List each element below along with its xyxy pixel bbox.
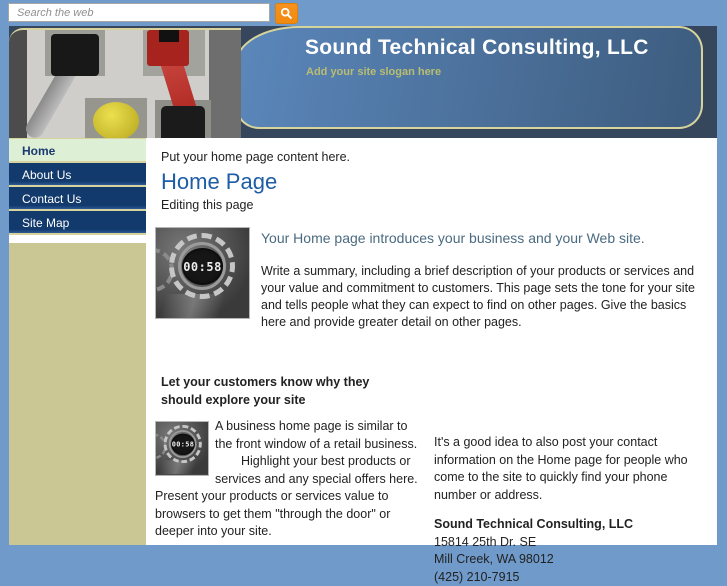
- intro-section: [155, 227, 717, 331]
- digital-clock-display: 00:58: [171, 434, 195, 455]
- contact-block: [434, 516, 710, 586]
- contact-phone: (425) 210-7915: [434, 569, 710, 586]
- page-wrapper: [9, 26, 717, 545]
- black-connector-shape: [161, 106, 205, 138]
- gear-clock-photo-small: [155, 421, 209, 476]
- sidebar-background: [9, 243, 146, 545]
- right-column: [434, 418, 710, 586]
- site-title: Sound Technical Consulting, LLC: [305, 36, 649, 60]
- contact-tip-text: It's a good idea to also post your contact information on the Home page for people who come to the site to quickly find your phone number or address.: [434, 434, 710, 504]
- content-placeholder-note: Put your home page content here.: [161, 150, 717, 164]
- page-title: Home Page: [161, 169, 717, 195]
- gray-plug-shape: [51, 34, 99, 76]
- intro-body-text: Write a summary, including a brief description of your products or services and your value and commitment to customers. This page sets the tone for your site and tells people what they can expect to find on other pages. Give the basics here and provide greater detail on other pages.: [261, 263, 713, 331]
- editing-note: Editing this page: [161, 198, 717, 212]
- sidebar-item-home[interactable]: Home: [9, 139, 146, 163]
- yellow-connector-shape: [93, 102, 139, 138]
- gear-photo-art: [156, 422, 209, 474]
- main-content: [146, 138, 717, 545]
- contact-company-name: Sound Technical Consulting, LLC: [434, 516, 710, 534]
- gear-photo-art: [156, 228, 249, 318]
- contact-address-line1: 15814 25th Dr. SE: [434, 534, 710, 552]
- magnifier-icon: [280, 7, 293, 20]
- sidebar-item-site-map[interactable]: Site Map: [9, 211, 146, 235]
- left-column-text-1: A business home page is similar to the front window of a retail business.: [215, 419, 417, 451]
- site-header: [9, 26, 717, 138]
- contact-address-line2: Mill Creek, WA 98012: [434, 551, 710, 569]
- digital-clock-display: 00:58: [182, 248, 223, 285]
- left-column: [155, 418, 427, 586]
- header-photo-network-cables: [9, 28, 241, 138]
- intro-text-block: [261, 227, 713, 331]
- gear-clock-photo-large: [155, 227, 250, 319]
- web-search-bar: [0, 0, 727, 26]
- sidebar-nav: [9, 138, 146, 235]
- red-plug-clip-shape: [159, 30, 179, 42]
- sidebar-item-contact-us[interactable]: Contact Us: [9, 187, 146, 211]
- two-column-section: [155, 418, 717, 586]
- search-input[interactable]: [8, 3, 270, 22]
- sidebar-item-about-us[interactable]: About Us: [9, 163, 146, 187]
- search-button[interactable]: [275, 3, 298, 24]
- explore-heading: Let your customers know why they should explore your site: [161, 373, 413, 409]
- left-column-text-2: Highlight your best products or services and any special offers here. Present your products or services value to browsers to get them "through the door" or deeper into your site.: [155, 454, 418, 538]
- intro-lead-text: Your Home page introduces your business and your Web site.: [261, 230, 713, 246]
- site-slogan: Add your site slogan here: [306, 66, 441, 78]
